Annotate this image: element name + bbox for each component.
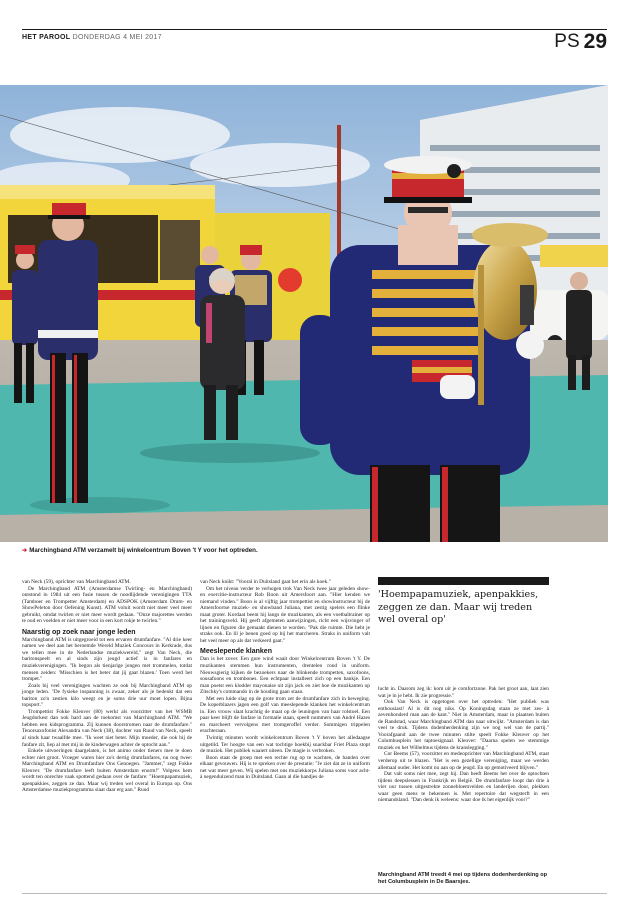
paragraph: lucht in. Daarom zeg ik: kom uit je comfortzone. Pak het groot aan, laat zien wat je in je hebt. Ik zie progressie." <box>378 686 549 699</box>
caption-text: Marchingband ATM verzamelt bij winkelcentrum Boven 't Y voor het optreden. <box>29 547 258 554</box>
paragraph: van Neck knikt: "Vooral in Duitsland gaat het erin als koek." <box>200 579 331 585</box>
paragraph: van Neck (59), oprichter van Marchingband ATM. <box>22 579 131 585</box>
caption-arrow-icon: ➔ <box>22 547 28 554</box>
article-column-2 <box>200 579 370 781</box>
paragraph: Boon staat de groep met een rechte rug op te wachten, de handen over elkaar gevouwen. Hij is te spreken over de prestatie: "Je ziet dat ze in uniform net wat meer geven. Wij spelen met ons muziekkorps Juliana soms voor acht- à negenduizend man in Duitsland. Gaan al die handjes de <box>200 754 370 781</box>
paragraph: Ook Van Neck is opgetogen over het optreden: "Het publiek was enthousiast! Al is dit nog niks. Op Koningsdag staan ze met zes- à zevenhonderd man aan de kant." Niet in Amsterdam, maar in plaatsen buiten de Randstad, waar Marchingband ATM dan naar uitwijkt. "Amsterdam is dan veel te druk. Tijdens dodenherdenking zijn we nog wel van de partij." Voorafgaand aan de twee minuten stilte speelt Fokke Kleuver op het Columbusplein het taptoesignaal. Kleuver: "Daarna spelen we stemmige muziek en het Wilhelmus tijdens de kranslegging." <box>378 699 549 751</box>
pull-quote: 'Hoempapamuziek, apenpakkies, zeggen ze dan. Maar wij treden wel overal op' <box>378 589 539 625</box>
photo-caption <box>22 547 582 555</box>
paragraph: Om het niveau verder te verhogen trok Van Neck twee jaar geleden show- en exercitie-instructeur Rob Boon uit Amersfoort aan. "Hier kenden we niemand vinden." Boon is al vijftig jaar trompettist en showinstructeur bij de Amersfoortse muziek- en showband Juliana, met zestig spelers een flinke maat groter. Kordaat beent hij langs de muzikanten, als een voetbaltrainer op het trainingsveld. Hij geeft afgemeten aanwijzingen, richt een wijsvinger of lijnen en figuren die gemaakt dienen te worden. "Pak die ruimte. Die hebt je straks ook. En lil je benen goed op bij het marcheren. Straks in uniform valt het veel meer op als dat verkeerd gaat." <box>200 585 370 644</box>
paragraph: Twintig minuten wordt winkelcentrum Boven 't Y boven het alledaagse uitgetild. Ter hoogte van een wat tochtige hoekbij snackbar Friet Plaza stopt de muziek. Het publiek waaiert uiteen. De magie is verbroken. <box>200 735 370 755</box>
paragraph: Enkele uitvoeringen daargelaten, is het animo onder tieners mee te doen echter niet groot. Vroeger waren hier zo's dertig drumfanfares, nu nog twee: Marchingband ATM en Drumfanfare Ons Genoegen. "Jammer," zegt Fokke Kleuver. "De drumfanfare leeft buiten Amsterdam enorm!" Volgens hem wordt ten onrechte vaak spottend gedaan over de fanfare: "Hoempapamuziek, apenpakkies, zeggen ze dan. Maar wij treden wel overal in Europa op. Ons Amsterdamse muziekprogramma slaat daar erg aan." Ruud <box>22 748 192 794</box>
article-column-3 <box>378 686 549 804</box>
paragraph: Cor Beems (57), voorzitter en medeoprichter van Marchingband ATM, staat verderop uit te blazen. "Het is een gezellige vereniging, maar we werden allemaal ouder. Het komt nu aan op de jeugd. En op gemotiveerd blijven." <box>378 751 549 771</box>
masthead <box>22 34 162 41</box>
article-column-1 <box>22 579 192 794</box>
pull-quote-bar <box>378 577 549 585</box>
side-caption: Marchingband ATM treedt 4 mei op tijdens dodenherdenking op het Columbusplein in De Baarsjes. <box>378 872 548 885</box>
paragraph: Trompettist Fokke Kleuver (80) werkt als voorzitter van het WSMB Jeugdorkest dan ook hard aan de toekomst van Marchingband ATM. "We hebben een kidsprogramma. Zij kunnen doorstromen naar de drumfanfare." Tenorsaxofonist Alexandra van Neck (38), dochter van Ruud van Neck, speelt al sinds haar twaalfde mee. "Ik weet niet beter. Mijn moeder, die ook bij de fanfare zit, liep al met mij in de kinderwagen achter de optocht aan." <box>22 708 192 748</box>
footer-rule <box>22 893 607 894</box>
subheading: Meeslepende klanken <box>200 648 272 656</box>
section-label: PS <box>554 31 580 52</box>
paper-name: HET PAROOL <box>22 34 71 41</box>
paragraph: Marchingband ATM is uitgegroeid tot een ervaren drumfanfare. "Al drie keer namen we deel aan het beroemde Wereld Muziek Concours in Kerkrade, dus we tellen mee in de Nederlandse muziekwereld," zegt Van Neck, die baritonspeelt en al sinds zijn jeugd actief is in fanfares en muziekverenigingen. "Ik begon als tienjarige jongen met trommelen, totdat mensen zeiden: 'Misschien is het beter dat jij gaat blazen.' Toen werd het trompet." <box>22 636 192 683</box>
page-number-value: 29 <box>583 30 607 53</box>
photograph-marching-band <box>0 85 608 542</box>
paragraph: Dat valt soms niet mee, zegt hij. Dan heeft Beems het over de optochten tijdens deepslessen in Frankrijk en België. De drumfanfare loopt dan drie à vier uur tussen uitgestrekte zonnebloemvelden en landerijen door, plekken waar geen mens te bekennen is. Met repertoire dat wegsterft in een niemandsland. "Dan denk ik weleens: waar doe ik het eigenlijk voor?" <box>378 771 549 804</box>
paragraph: De Marchingband ATM (Amsterdamse Twirling- en Marchingband) ontstond in 1984 uit een fusie tussen de noodlijdende verenigingen TTA (Tamboer en Trompetter Amsterdam) en ADSPOK (Amsterdam Drum- en ShowPeleton door Oefening Kunst). ATM voluit wordt niet meer veel meer gebruikt, omdat twirlen er niet meer wordt gedaan. "Onze majorettes werden te oud en voelden er niet meer voor in een kort rokje te twirlen." <box>22 585 192 625</box>
issue-date: DONDERDAG 4 MEI 2017 <box>72 34 162 41</box>
paragraph: Zoals bij veel verenigingen wachten ze ook bij Marchingband ATM op jonge leden. "De fysieke inspanning is zwaar, zeker als je bedenkt dat een bariton zo'n zestien kilo weegt en je soms drie uur moet lopen. Bijna topsport." <box>22 682 192 709</box>
subheading: Naarstig op zoek naar jonge leden <box>22 628 136 636</box>
paragraph: Dan is het zover. Een gure wind waait door Winkelcentrum Boven 't Y. De muzikanten stemmen hun instrumenten, drentelen rond in uniform. Nieuwsgierig kijken de bezoekers naar de blinkende trompetten, saxofoons, sousafoons en trombones. Een echtpaar installeert zich op een bankje. Een man poetst een klodder mayonaise uit zijn jack en ziet hoe de muzikanten op Zitschky's commando in de houding gaan staan. <box>200 656 370 696</box>
page-number <box>554 30 607 54</box>
header-rule <box>22 29 607 30</box>
paragraph: Met een luide slag op de grote trom zet de drumfanfare zich in beweging. De koperblazers jagen een golf van meeslepende klanken het winkelcentrum in. Een vrouw slaat krachtig de maat op de leuningen van haar rolstoel. Een paar keer blijft de fanfare in formatie staan, speelt nummers van André Hazes en marcheert vervolgens met tromgeroffel verder. Sommigen trippelen erachteraan. <box>200 695 370 735</box>
